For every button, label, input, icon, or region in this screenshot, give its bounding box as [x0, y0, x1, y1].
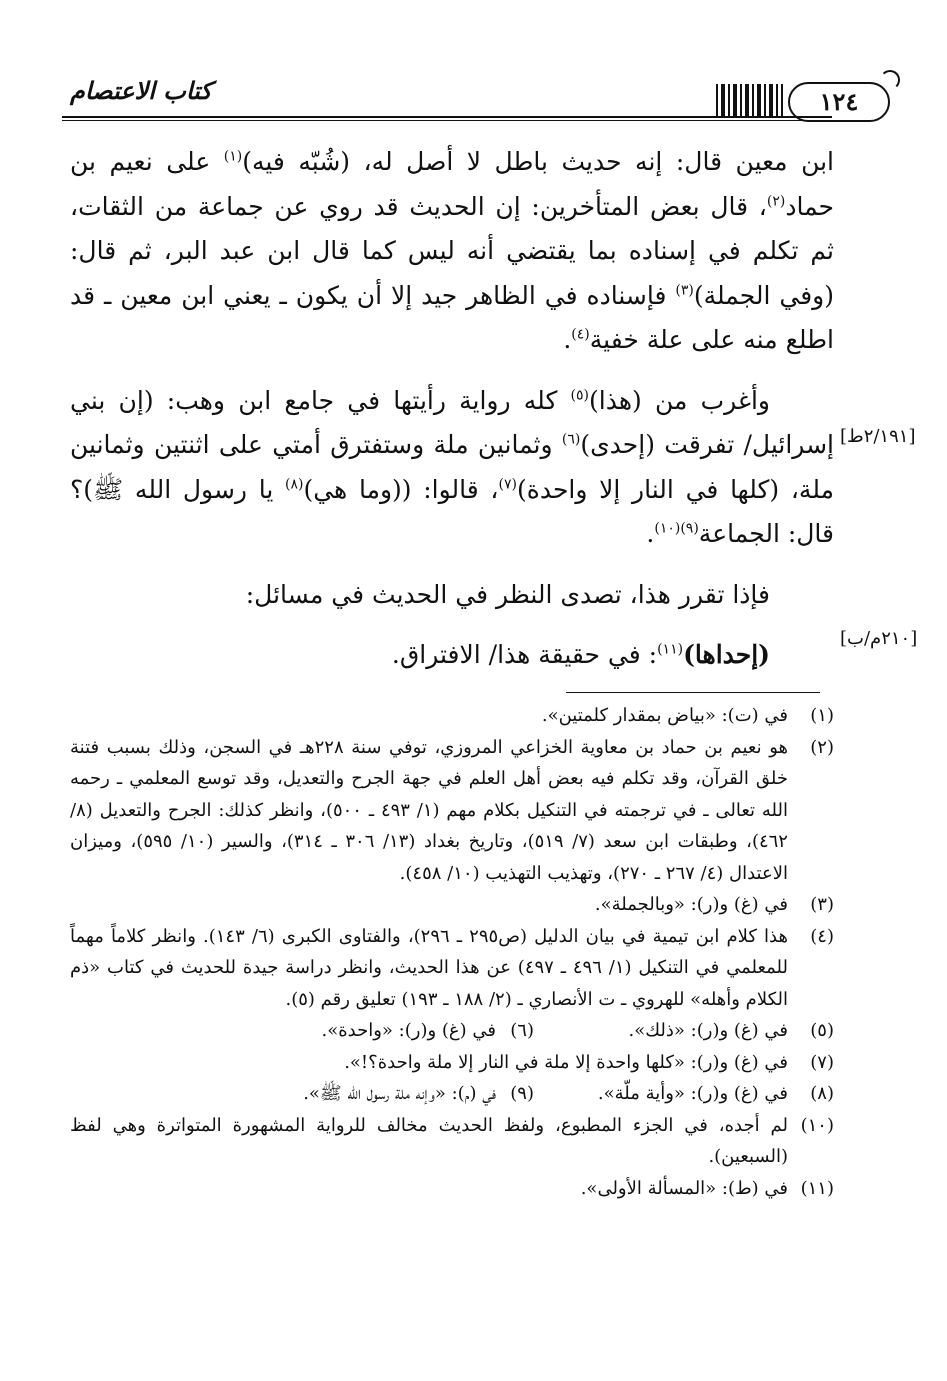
footnote-ref: (٢): [766, 193, 786, 210]
footnote-number: (٧): [810, 1051, 834, 1073]
footnote-pair: [70, 1078, 834, 1110]
footnote-number: (٥): [810, 1020, 834, 1041]
footnote-ref: (٦): [561, 431, 581, 448]
text-run: على نعيم بن حماد: [70, 147, 834, 221]
footnote-text: هو نعيم بن حماد بن معاوية الخزاعي المروزي، توفي سنة ٢٢٨هـ في السجن، وذلك بسبب فتنة خلق القرآن، وقد تكلم فيه بعض أهل العلم في جهة الجرح والتعديل، وقد توسع المعلمي ـ رحمه الله تعالى ـ في ترجمته في التنكيل بكلام مهم (١/ ٤٩٣ ـ ٥٠٠)، وانظر كذلك: الجرح والتعديل (٨/ ٤٦٢)، وطبقات ابن سعد (٧/ ٥١٩)، وتاريخ بغداد (١٣/ ٣٠٦ ـ ٣١٤)، والسير (١٠/ ٥٩٥)، وميزان الاعتدال (٤/ ٢٦٧ ـ ٢٧٠)، وتهذيب التهذيب (١٠/ ٤٥٨).: [70, 736, 789, 884]
text-run: وأغرب من (هذا): [589, 385, 770, 415]
footnote-item: [70, 1047, 834, 1079]
footnote-number: (٨): [810, 1083, 834, 1104]
footnote-number: (١١): [800, 1177, 834, 1199]
footnotes: [70, 700, 834, 1204]
footnote-separator: [566, 692, 820, 693]
footnote-number: (٦): [510, 1020, 534, 1041]
page-header: [62, 62, 859, 122]
footnote-text: في (غ) و(ر): «ذلك».: [628, 1020, 788, 1041]
text-run: وثمانين ملة وستفترق أمتي على اثنتين وثمانين ملة، (كلها في النار إلا واحدة): [70, 430, 834, 504]
header-rule-thin: [62, 120, 832, 121]
footnote-text: في (غ) و(ر): «واحدة».: [321, 1020, 496, 1041]
footnote-text: في (غ) و(ر): «وأية ملّة».: [597, 1083, 788, 1104]
footnote-number: (٢): [810, 736, 834, 758]
footnote-ref: (٤): [571, 326, 590, 343]
footnote-text: في (غ) و(ر): «وبالجملة».: [594, 894, 788, 915]
footnote-number: (١): [810, 705, 834, 726]
paragraph-2: [70, 379, 834, 557]
footnote-text: في (ت): «بياض بمقدار كلمتين».: [541, 705, 788, 726]
header-ornament-bars: [707, 84, 783, 118]
footnote-text: في (غ) و(ر): «كلها واحدة إلا ملة في النار إلا ملة واحدة؟!».: [344, 1051, 788, 1073]
footnote-ref: (١٠): [654, 520, 681, 537]
footnote-number: (١٠): [800, 1114, 834, 1136]
footnote-pair: [70, 1015, 834, 1047]
page-number: ١٢٤: [788, 82, 890, 122]
paragraph-4: [70, 633, 834, 678]
footnote-ref: (٨): [285, 476, 304, 493]
footnote-text: في (ط): «المسألة الأولى».: [580, 1177, 788, 1199]
footnote-ref: (٣): [675, 282, 694, 299]
footnote-ref: (١): [223, 148, 243, 165]
footnote-ref: (١١): [657, 641, 684, 658]
header-rule: [62, 116, 832, 118]
ornament-curl-icon: [880, 70, 900, 90]
main-text: [70, 140, 834, 678]
text-run: كله رواية رأيتها في جامع ابن وهب: (إن بني إسرائيل/ تفرقت (إحدى): [70, 385, 834, 459]
footnote-item: [70, 700, 834, 732]
footnote-number: (٣): [810, 894, 834, 915]
footnote-text: لم أجده، في الجزء المطبوع، ولفظ الحديث مخالف للرواية المشهورة المتواترة وهي لفظ (السبعين).: [70, 1114, 788, 1167]
paragraph-3: فإذا تقرر هذا، تصدى النظر في الحديث في مسائل:: [245, 579, 770, 609]
text-run: ، قال بعض المتأخرين: إن الحديث قد روي عن جماعة من الثقات، ثم تكلم في إسناده بما يقتضي أنه ليس كما قال ابن عبد البر، ثم قال: (وفي الجملة): [70, 191, 835, 310]
text-run: ابن معين قال: إنه حديث باطل لا أصل له، (شُبّه فيه): [242, 147, 835, 176]
footnote-item: [70, 889, 834, 921]
margin-note-2: [٢١٠م/ب]: [840, 628, 918, 649]
footnote-ref: (٧): [498, 476, 517, 493]
footnote-ref: (٥): [570, 387, 590, 404]
footnote-item: [70, 1173, 834, 1205]
footnote-text: هذا كلام ابن تيمية في بيان الدليل (ص٢٩٥ ـ ٢٩٦)، والفتاوى الكبرى (٦/ ١٤٣). وانظر كلاماً مهماً للمعلمي في التنكيل (١/ ٤٩٦ ـ ٤٩٧) عن هذا الحديث، وانظر دراسة جيدة للحديث في كتاب «ذم الكلام وأهله» للهروي ـ ت الأنصاري ـ (٢/ ١٨٨ ـ ١٩٣) تعليق رقم (٥).: [70, 925, 789, 1010]
footnote-ref: (٩): [680, 520, 699, 537]
footnote-item: [70, 921, 834, 1016]
footnote-item: [70, 1110, 834, 1173]
footnote-text: في (م): «وإنه ملة رسول الله ﷺ».: [303, 1083, 496, 1104]
margin-note-1: [٢/١٩١ط]: [840, 426, 916, 447]
text-run: .: [646, 519, 655, 548]
paragraph-1: [70, 140, 834, 363]
running-title: كتاب الاعتصام: [70, 76, 212, 105]
text-run: يا رسول الله ﷺ)؟ قال: الجماعة: [70, 474, 834, 548]
text-run: ، قالوا: ((وما هي): [303, 474, 499, 504]
text-run: : في حقيقة هذا/ الافتراق.: [391, 640, 658, 669]
text-run: فإسناده في الظاهر جيد إلا أن يكون ـ يعني ابن معين ـ قد اطلع منه على علة خفية: [70, 280, 834, 354]
bold-text: (إحداها): [683, 640, 770, 669]
footnote-item: [70, 732, 834, 890]
text-run: .: [563, 325, 572, 354]
footnote-number: (٤): [810, 925, 834, 947]
footnote-number: (٩): [510, 1083, 534, 1104]
